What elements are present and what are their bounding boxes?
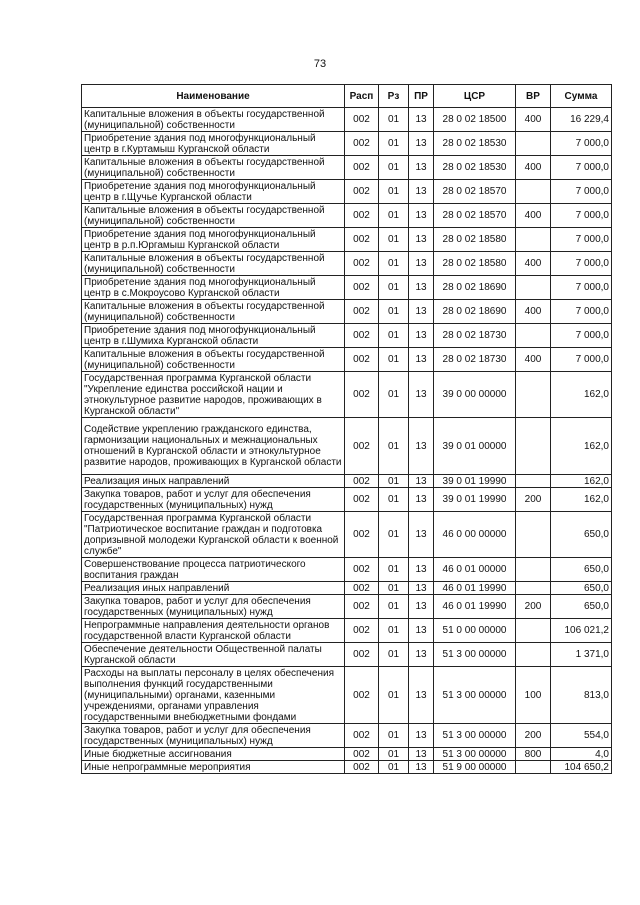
cell-rasp: 002	[345, 488, 379, 512]
cell-rz: 01	[379, 643, 409, 667]
table-header-row	[82, 85, 612, 108]
cell-name: Капитальные вложения в объекты государственной (муниципальной) собственности	[82, 348, 345, 372]
cell-vr	[516, 228, 551, 252]
cell-name: Приобретение здания под многофункциональный центр в с.Мокроусово Курганской области	[82, 276, 345, 300]
cell-pr: 13	[409, 761, 434, 774]
table-row	[82, 228, 612, 252]
cell-rz: 01	[379, 724, 409, 748]
table-row	[82, 761, 612, 774]
cell-rasp: 002	[345, 324, 379, 348]
cell-sum: 7 000,0	[551, 348, 612, 372]
cell-csr: 39 0 01 19990	[434, 475, 516, 488]
cell-sum: 7 000,0	[551, 228, 612, 252]
cell-rz: 01	[379, 488, 409, 512]
cell-csr: 46 0 00 00000	[434, 512, 516, 558]
cell-rasp: 002	[345, 132, 379, 156]
cell-pr: 13	[409, 558, 434, 582]
table-row	[82, 204, 612, 228]
cell-sum: 7 000,0	[551, 156, 612, 180]
table-row	[82, 595, 612, 619]
cell-rasp: 002	[345, 300, 379, 324]
cell-rz: 01	[379, 276, 409, 300]
cell-pr: 13	[409, 724, 434, 748]
cell-name: Совершенствование процесса патриотического воспитания граждан	[82, 558, 345, 582]
cell-rz: 01	[379, 512, 409, 558]
cell-rz: 01	[379, 156, 409, 180]
cell-pr: 13	[409, 108, 434, 132]
header-pr: ПР	[409, 85, 434, 108]
cell-sum: 16 229,4	[551, 108, 612, 132]
header-csr: ЦСР	[434, 85, 516, 108]
cell-rz: 01	[379, 418, 409, 475]
table-row	[82, 512, 612, 558]
table-row	[82, 276, 612, 300]
cell-sum: 7 000,0	[551, 252, 612, 276]
budget-table	[81, 84, 612, 774]
cell-pr: 13	[409, 324, 434, 348]
cell-pr: 13	[409, 276, 434, 300]
cell-csr: 46 0 01 19990	[434, 595, 516, 619]
cell-sum: 4,0	[551, 748, 612, 761]
cell-pr: 13	[409, 488, 434, 512]
cell-rasp: 002	[345, 418, 379, 475]
table-row	[82, 643, 612, 667]
cell-sum: 7 000,0	[551, 276, 612, 300]
table-row	[82, 748, 612, 761]
cell-vr: 400	[516, 156, 551, 180]
cell-pr: 13	[409, 418, 434, 475]
cell-pr: 13	[409, 204, 434, 228]
cell-csr: 39 0 01 00000	[434, 418, 516, 475]
cell-csr: 51 3 00 00000	[434, 724, 516, 748]
cell-vr	[516, 475, 551, 488]
cell-rasp: 002	[345, 724, 379, 748]
cell-name: Иные непрограммные мероприятия	[82, 761, 345, 774]
table-row	[82, 667, 612, 724]
cell-csr: 28 0 02 18690	[434, 276, 516, 300]
cell-csr: 51 3 00 00000	[434, 667, 516, 724]
table-row	[82, 108, 612, 132]
cell-rz: 01	[379, 558, 409, 582]
cell-name: Содействие укреплению гражданского единства, гармонизации национальных и межнациональных отношений в Курганской области и этнокультурное развитие народов, проживающих в Курганской области	[82, 418, 345, 475]
cell-sum: 162,0	[551, 418, 612, 475]
cell-vr: 400	[516, 348, 551, 372]
cell-name: Капитальные вложения в объекты государственной (муниципальной) собственности	[82, 252, 345, 276]
cell-rasp: 002	[345, 595, 379, 619]
cell-name: Государственная программа Курганской области "Патриотическое воспитание граждан и подготовка допризывной молодежи Курганской области к военной службе"	[82, 512, 345, 558]
cell-vr	[516, 372, 551, 418]
cell-vr	[516, 418, 551, 475]
cell-rasp: 002	[345, 180, 379, 204]
cell-rz: 01	[379, 300, 409, 324]
table-row	[82, 132, 612, 156]
cell-csr: 39 0 01 19990	[434, 488, 516, 512]
cell-pr: 13	[409, 619, 434, 643]
cell-rz: 01	[379, 204, 409, 228]
cell-name: Закупка товаров, работ и услуг для обеспечения государственных (муниципальных) нужд	[82, 595, 345, 619]
cell-vr: 400	[516, 252, 551, 276]
cell-sum: 7 000,0	[551, 300, 612, 324]
cell-rz: 01	[379, 132, 409, 156]
cell-pr: 13	[409, 132, 434, 156]
cell-csr: 28 0 02 18730	[434, 324, 516, 348]
cell-vr	[516, 512, 551, 558]
cell-name: Обеспечение деятельности Общественной палаты Курганской области	[82, 643, 345, 667]
cell-sum: 162,0	[551, 372, 612, 418]
cell-rasp: 002	[345, 156, 379, 180]
cell-sum: 650,0	[551, 595, 612, 619]
cell-csr: 28 0 02 18500	[434, 108, 516, 132]
cell-sum: 650,0	[551, 558, 612, 582]
cell-vr	[516, 276, 551, 300]
cell-vr	[516, 619, 551, 643]
cell-sum: 554,0	[551, 724, 612, 748]
table-row	[82, 558, 612, 582]
cell-name: Приобретение здания под многофункциональный центр в г.Куртамыш Курганской области	[82, 132, 345, 156]
cell-rz: 01	[379, 761, 409, 774]
cell-rasp: 002	[345, 108, 379, 132]
cell-vr	[516, 582, 551, 595]
header-vr: ВР	[516, 85, 551, 108]
cell-csr: 28 0 02 18530	[434, 156, 516, 180]
cell-rasp: 002	[345, 582, 379, 595]
cell-vr: 400	[516, 108, 551, 132]
cell-csr: 28 0 02 18580	[434, 252, 516, 276]
cell-rasp: 002	[345, 252, 379, 276]
cell-pr: 13	[409, 667, 434, 724]
cell-rasp: 002	[345, 348, 379, 372]
cell-pr: 13	[409, 252, 434, 276]
cell-name: Капитальные вложения в объекты государственной (муниципальной) собственности	[82, 108, 345, 132]
cell-sum: 650,0	[551, 512, 612, 558]
cell-csr: 28 0 02 18570	[434, 180, 516, 204]
cell-rz: 01	[379, 582, 409, 595]
cell-sum: 650,0	[551, 582, 612, 595]
cell-rz: 01	[379, 748, 409, 761]
table-row	[82, 475, 612, 488]
cell-rasp: 002	[345, 276, 379, 300]
table-row	[82, 324, 612, 348]
cell-rasp: 002	[345, 643, 379, 667]
table-row	[82, 582, 612, 595]
cell-sum: 7 000,0	[551, 180, 612, 204]
cell-rasp: 002	[345, 228, 379, 252]
cell-name: Государственная программа Курганской области "Укрепление единства российской нации и этнокультурное развитие народов, проживающих в Курганской области"	[82, 372, 345, 418]
cell-rasp: 002	[345, 667, 379, 724]
cell-name: Реализация иных направлений	[82, 582, 345, 595]
table-body	[82, 108, 612, 774]
cell-pr: 13	[409, 372, 434, 418]
cell-name: Расходы на выплаты персоналу в целях обеспечения выполнения функций государственными (муниципальными) органами, казенными учреждениями, органами управления государственными внебюджетными фондами	[82, 667, 345, 724]
cell-rz: 01	[379, 252, 409, 276]
table-row	[82, 418, 612, 475]
cell-pr: 13	[409, 582, 434, 595]
cell-sum: 813,0	[551, 667, 612, 724]
cell-rz: 01	[379, 324, 409, 348]
cell-rz: 01	[379, 108, 409, 132]
cell-rz: 01	[379, 228, 409, 252]
cell-pr: 13	[409, 595, 434, 619]
table-row	[82, 180, 612, 204]
cell-sum: 7 000,0	[551, 324, 612, 348]
table-row	[82, 488, 612, 512]
cell-sum: 1 371,0	[551, 643, 612, 667]
cell-rasp: 002	[345, 558, 379, 582]
cell-name: Приобретение здания под многофункциональный центр в р.п.Юргамыш Курганской области	[82, 228, 345, 252]
cell-pr: 13	[409, 748, 434, 761]
cell-rz: 01	[379, 595, 409, 619]
cell-name: Реализация иных направлений	[82, 475, 345, 488]
cell-csr: 28 0 02 18730	[434, 348, 516, 372]
header-sum: Сумма	[551, 85, 612, 108]
cell-name: Капитальные вложения в объекты государственной (муниципальной) собственности	[82, 300, 345, 324]
cell-vr	[516, 180, 551, 204]
header-name: Наименование	[82, 85, 345, 108]
cell-sum: 162,0	[551, 488, 612, 512]
cell-vr: 200	[516, 724, 551, 748]
cell-name: Иные бюджетные ассигнования	[82, 748, 345, 761]
cell-name: Приобретение здания под многофункциональный центр в г.Шумиха Курганской области	[82, 324, 345, 348]
cell-vr: 400	[516, 300, 551, 324]
cell-rasp: 002	[345, 761, 379, 774]
table-row	[82, 252, 612, 276]
cell-rasp: 002	[345, 204, 379, 228]
cell-csr: 51 9 00 00000	[434, 761, 516, 774]
cell-vr	[516, 132, 551, 156]
cell-csr: 28 0 02 18690	[434, 300, 516, 324]
cell-sum: 7 000,0	[551, 132, 612, 156]
cell-name: Приобретение здания под многофункциональный центр в г.Щучье Курганской области	[82, 180, 345, 204]
cell-rz: 01	[379, 372, 409, 418]
cell-csr: 28 0 02 18580	[434, 228, 516, 252]
table-row	[82, 619, 612, 643]
cell-csr: 39 0 00 00000	[434, 372, 516, 418]
cell-csr: 28 0 02 18530	[434, 132, 516, 156]
cell-rasp: 002	[345, 475, 379, 488]
cell-name: Капитальные вложения в объекты государственной (муниципальной) собственности	[82, 156, 345, 180]
cell-vr	[516, 643, 551, 667]
cell-vr: 100	[516, 667, 551, 724]
table-row	[82, 724, 612, 748]
header-rasp: Расп	[345, 85, 379, 108]
cell-csr: 28 0 02 18570	[434, 204, 516, 228]
cell-csr: 46 0 01 00000	[434, 558, 516, 582]
cell-pr: 13	[409, 475, 434, 488]
cell-pr: 13	[409, 348, 434, 372]
cell-name: Непрограммные направления деятельности органов государственной власти Курганской области	[82, 619, 345, 643]
table-row	[82, 156, 612, 180]
cell-pr: 13	[409, 228, 434, 252]
cell-csr: 51 3 00 00000	[434, 748, 516, 761]
cell-rz: 01	[379, 475, 409, 488]
cell-vr: 400	[516, 204, 551, 228]
cell-rz: 01	[379, 667, 409, 724]
cell-pr: 13	[409, 512, 434, 558]
cell-name: Закупка товаров, работ и услуг для обеспечения государственных (муниципальных) нужд	[82, 488, 345, 512]
table-row	[82, 372, 612, 418]
cell-pr: 13	[409, 180, 434, 204]
cell-csr: 51 0 00 00000	[434, 619, 516, 643]
cell-rz: 01	[379, 180, 409, 204]
cell-vr	[516, 324, 551, 348]
cell-name: Закупка товаров, работ и услуг для обеспечения государственных (муниципальных) нужд	[82, 724, 345, 748]
cell-rasp: 002	[345, 619, 379, 643]
cell-sum: 106 021,2	[551, 619, 612, 643]
cell-rz: 01	[379, 619, 409, 643]
table-row	[82, 348, 612, 372]
cell-sum: 7 000,0	[551, 204, 612, 228]
page-number: 73	[313, 58, 327, 70]
cell-sum: 104 650,2	[551, 761, 612, 774]
cell-vr: 200	[516, 595, 551, 619]
cell-rz: 01	[379, 348, 409, 372]
cell-csr: 51 3 00 00000	[434, 643, 516, 667]
cell-pr: 13	[409, 156, 434, 180]
cell-pr: 13	[409, 643, 434, 667]
cell-sum: 162,0	[551, 475, 612, 488]
cell-csr: 46 0 01 19990	[434, 582, 516, 595]
cell-pr: 13	[409, 300, 434, 324]
cell-vr	[516, 558, 551, 582]
header-rz: Рз	[379, 85, 409, 108]
cell-rasp: 002	[345, 372, 379, 418]
cell-name: Капитальные вложения в объекты государственной (муниципальной) собственности	[82, 204, 345, 228]
cell-rasp: 002	[345, 512, 379, 558]
cell-rasp: 002	[345, 748, 379, 761]
table-row	[82, 300, 612, 324]
cell-vr	[516, 761, 551, 774]
cell-vr: 200	[516, 488, 551, 512]
cell-vr: 800	[516, 748, 551, 761]
